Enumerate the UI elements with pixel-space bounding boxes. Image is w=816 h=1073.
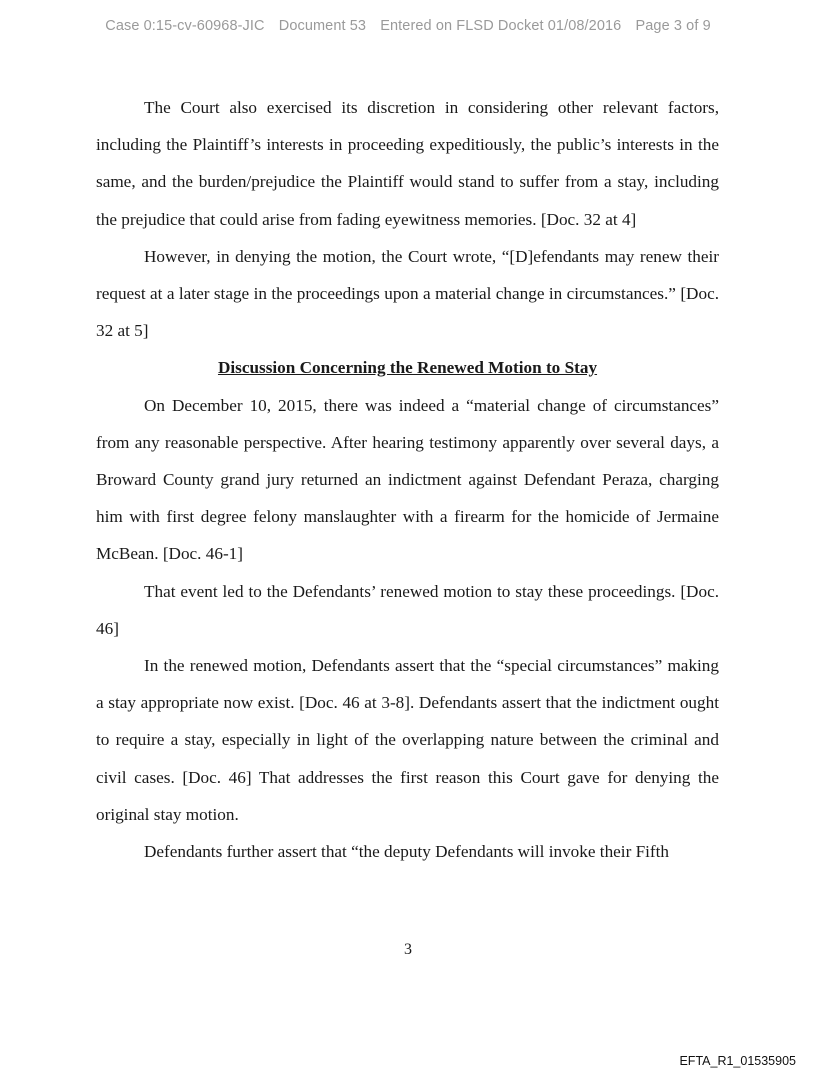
docket-entry: Entered on FLSD Docket 01/08/2016 (380, 18, 622, 34)
docket-header (0, 18, 816, 34)
paragraph-renewed-motion: That event led to the Defendants’ renewed motion to stay these proceedings. [Doc. 46] (96, 581, 719, 638)
page-indicator: Page 3 of 9 (635, 18, 711, 34)
document-body (96, 89, 719, 870)
bates-number: EFTA_R1_01535905 (679, 1054, 796, 1068)
document-number: Document 53 (278, 18, 367, 34)
page-number: 3 (404, 941, 412, 958)
case-number: Case 0:15-cv-60968-JIC (105, 18, 265, 34)
paragraph-fifth-amendment: Defendants further assert that “the deputy Defendants will invoke their Fifth (144, 842, 670, 862)
paragraph-special-circumstances: In the renewed motion, Defendants assert that the “special circumstances” making a stay appropriate now exist. [Doc. 46 at 3-8]. Defendants assert that the indictment ought to require a stay, especially in light of the overlapping nature between the criminal and civil cases. [Doc. 46] That addresses the first reason this Court gave for denying the original stay motion. (96, 656, 719, 824)
section-heading: Discussion Concerning the Renewed Motion to Stay (217, 358, 598, 378)
paragraph-indictment: On December 10, 2015, there was indeed a “material change of circumstances” from any reasonable perspective. After hearing testimony apparently over several days, a Broward County grand jury returned an indictment against Defendant Peraza, charging him with first degree felony manslaughter with a firearm for the homicide of Jermaine McBean. [Doc. 46-1] (96, 395, 719, 564)
paragraph-discretion: The Court also exercised its discretion in considering other relevant factors, including the Plaintiff’s interests in proceeding expeditiously, the public’s interests in the same, and the burden/prejudice the Plaintiff would stand to suffer from a stay, including the prejudice that could arise from fading eyewitness memories. [Doc. 32 at 4] (96, 98, 719, 229)
paragraph-denial: However, in denying the motion, the Court wrote, “[D]efendants may renew their request at a later stage in the proceedings upon a material change in circumstances.” [Doc. 32 at 5] (96, 246, 719, 341)
